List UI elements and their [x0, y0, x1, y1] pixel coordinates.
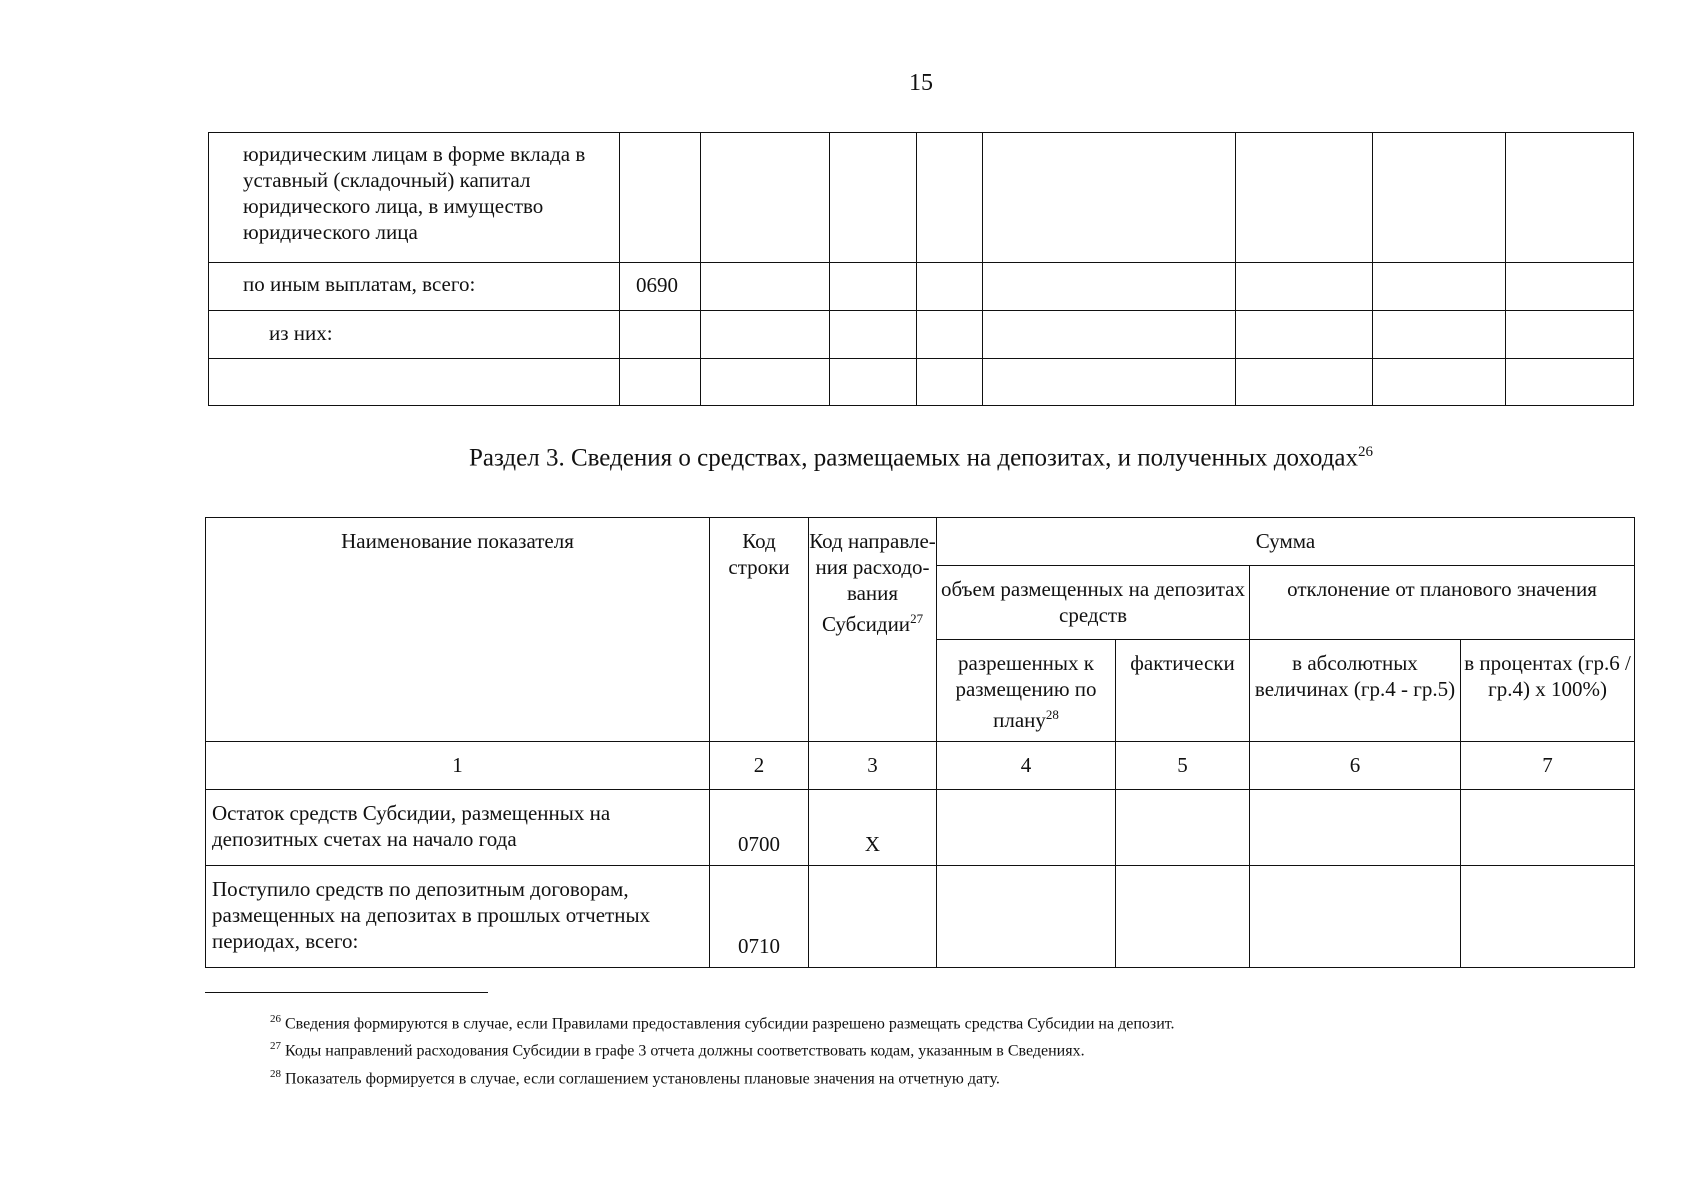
row-name: по иным выплатам, всего: — [209, 263, 620, 311]
row-name: Поступило средств по депозитным договорам, размещенных на депозитах в прошлых отчетных периодах, всего: — [206, 866, 710, 968]
table-row — [206, 866, 1635, 968]
footnote-mark: 27 — [270, 1040, 281, 1053]
header-absolute: в абсолютных величинах (гр.4 - гр.5) — [1250, 640, 1461, 742]
continuation-table — [208, 132, 1634, 406]
row-code: 0690 — [620, 263, 701, 311]
footnotes — [270, 1008, 1175, 1090]
row-direction-code — [809, 866, 937, 968]
column-number: 4 — [937, 742, 1116, 790]
footnote-ref: 28 — [1045, 707, 1059, 722]
table-row — [206, 790, 1635, 866]
page-number: 15 — [909, 70, 933, 96]
footnote: $^{27}$ Коды направлений расходования Субсидии в графе 3 отчета должны соответствовать кодам, указанным в Сведениях. — [270, 1040, 1085, 1060]
row-code — [620, 133, 701, 263]
table-row — [209, 359, 1634, 406]
table-row — [209, 263, 1634, 311]
column-number: 6 — [1250, 742, 1461, 790]
row-name — [209, 359, 620, 406]
row-code: 0710 — [710, 866, 809, 968]
row-name: юридическим лицам в форме вклада в уставный (складочный) капитал юридического лица, в имущество юридического лица — [209, 133, 620, 263]
column-number: 2 — [710, 742, 809, 790]
section-title-text: Раздел 3. Сведения о средствах, размещаемых на депозитах, и полученных доходах — [468, 444, 1359, 472]
row-direction-code: X — [809, 790, 937, 866]
footnote-mark: 26 — [270, 1013, 281, 1025]
column-number: 5 — [1116, 742, 1250, 790]
footnote-mark: 28 — [270, 1067, 281, 1080]
header-actual: фактически — [1116, 640, 1250, 742]
footnote: $^{26}$ Сведения формируются в случае, если Правилами предоставления субсидии разрешено размещать средства Субсидии на депозит. — [270, 1013, 1175, 1033]
column-number: 7 — [1461, 742, 1635, 790]
column-number: 1 — [206, 742, 710, 790]
row-code — [620, 359, 701, 406]
header-direction-code: Код направле-ния расходо-вания Субсидии$^{27}$ — [809, 518, 937, 742]
footnote-ref: 27 — [910, 611, 924, 626]
section-title — [0, 444, 1697, 472]
header-sum: Сумма — [937, 518, 1635, 566]
footnote-ref: 26 — [1358, 444, 1374, 460]
header-volume-group: объем размещенных на депозитах средств — [937, 566, 1250, 640]
header-deviation-group: отклонение от планового значения — [1250, 566, 1635, 640]
table-row — [209, 133, 1634, 263]
header-name: Наименование показателя — [206, 518, 710, 742]
footnote-divider — [205, 992, 488, 993]
column-numbers-row — [206, 742, 1635, 790]
deposits-table — [205, 517, 1635, 968]
row-name: из них: — [209, 311, 620, 359]
table-row — [209, 311, 1634, 359]
column-number: 3 — [809, 742, 937, 790]
header-row — [206, 518, 1635, 566]
footnote: $^{28}$ Показатель формируется в случае, если соглашением установлены плановые значения на отчетную дату. — [270, 1067, 1000, 1087]
header-percent: в процентах (гр.6 / гр.4) х 100%) — [1461, 640, 1635, 742]
header-row-code: Код строки — [710, 518, 809, 742]
row-code — [620, 311, 701, 359]
row-name: Остаток средств Субсидии, размещенных на депозитных счетах на начало года — [206, 790, 710, 866]
row-code: 0700 — [710, 790, 809, 866]
header-allowed: разрешенных к размещению по плану$^{28}$ — [937, 640, 1116, 742]
